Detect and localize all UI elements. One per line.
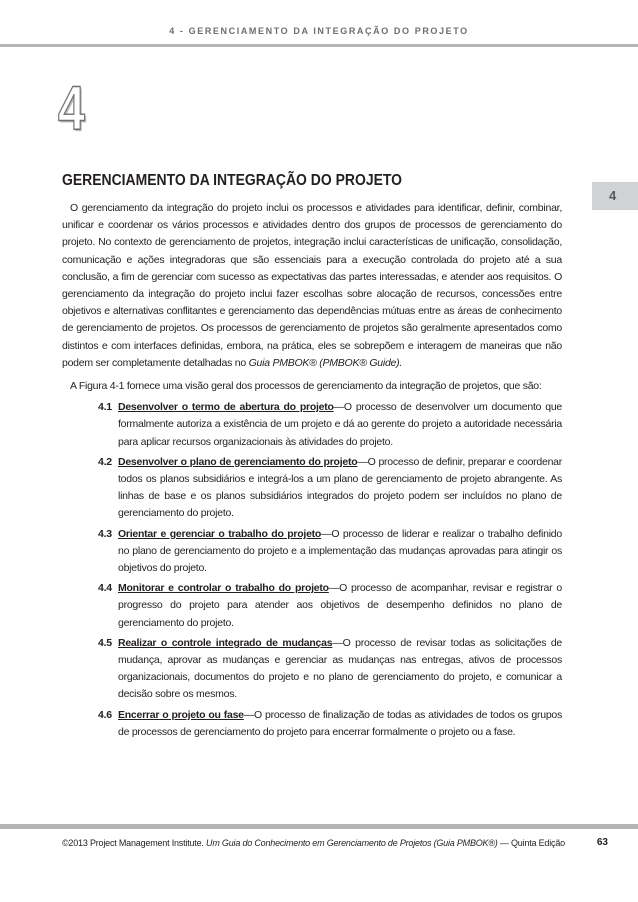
figure-intro: A Figura 4-1 fornece uma visão geral dos processos de gerenciamento da integração de projetos, que são: (70, 380, 542, 393)
page-number: 63 (596, 837, 608, 848)
process-item-4-4 (62, 580, 562, 632)
body-text (62, 200, 562, 744)
process-description: —O processo de liderar e realizar o trabalho definido no plano de gerenciamento do projeto e a implementação das mudanças aprovadas para atingir os objetivos do projeto. (118, 527, 562, 575)
process-number: 4.2 (98, 455, 112, 468)
chapter-title: GERENCIAMENTO DA INTEGRAÇÃO DO PROJETO (62, 172, 403, 189)
process-item-4-3 (62, 526, 562, 578)
process-description: —O processo de desenvolver um documento que formalmente autoriza a existência de um projeto e dá ao gerente do projeto a autoridade necessária para aplicar recursos organizacionais às atividades do projeto. (118, 401, 562, 448)
process-item-4-2 (62, 454, 562, 523)
process-name: Desenvolver o plano de gerenciamento do projeto (118, 455, 358, 468)
process-number: 4.5 (98, 636, 112, 649)
page-header (0, 0, 638, 47)
paragraph-text: O gerenciamento da integração do projeto inclui os processos e atividades para identificar, definir, combinar, unificar e coordenar os vários processos e atividades dentro dos grupos de processos de gerenciamento do projeto. No contexto de gerenciamento de projetos, integração inclui características de unificação, consolidação, comunicação e ações integradoras que são essenciais para a execução controlada do projeto até a sua conclusão, a fim de gerenciar com sucesso as expectativas das partes interessadas, e atender aos requisitos. O gerenciamento da integração do projeto inclui fazer escolhas sobre alocação de recursos, concessões entre objetivos e alternativas conflitantes e gerenciamento das dependências mútuas entre as áreas de conhecimento de gerenciamento de projetos. Os processos de gerenciamento de projetos são geralmente apresentados como distintos e com interfaces definidas, embora, na prática, eles se sobrepõem e interagem de maneiras que não podem ser completamente detalhadas no (62, 202, 562, 369)
intro-paragraph (62, 200, 562, 372)
process-item-4-1 (62, 399, 562, 451)
process-list (62, 399, 562, 741)
page-footer (62, 838, 565, 848)
process-name: Realizar o controle integrado de mudanças (118, 636, 333, 649)
process-number: 4.1 (98, 401, 112, 414)
process-description: —O processo de revisar todas as solicitações de mudança, aprovar as mudanças e gerenciar as mudanças nas entregas, ativos de processos organizacionais, documentos do projeto e no plano de gerenciamento do projeto, e comunicar a decisão sobre os mesmos. (118, 636, 563, 701)
process-description: —O processo de definir, preparar e coordenar todos os planos subsidiários e integrá-los a um plano de gerenciamento de projeto abrangente. As linhas de base e os planos subsidiários integrados do projeto podem ser incluídos no plano de gerenciamento do projeto. (118, 455, 563, 520)
process-number: 4.6 (98, 708, 112, 721)
running-head: 4 - GERENCIAMENTO DA INTEGRAÇÃO DO PROJETO (169, 26, 469, 36)
process-name: Encerrar o projeto ou fase (118, 708, 244, 721)
footer-rule (0, 824, 638, 829)
process-description: —O processo de finalização de todas as atividades de todos os grupos de processos de gerenciamento do projeto para encerrar formalmente o projeto ou a fase. (118, 708, 563, 738)
process-name: Monitorar e controlar o trabalho do projeto (118, 582, 329, 595)
footer-copyright: ©2013 Project Management Institute. (62, 838, 207, 848)
process-description: —O processo de acompanhar, revisar e registrar o progresso do projeto para atender aos objetivos de desempenho definidos no plano de gerenciamento do projeto. (118, 582, 562, 629)
chapter-side-tab (592, 182, 638, 210)
footer-edition: — Quinta Edição (497, 838, 565, 848)
process-item-4-6 (62, 707, 562, 741)
pmbok-guide-reference: Guia PMBOK® (PMBOK® Guide). (248, 356, 403, 369)
process-name: Orientar e gerenciar o trabalho do projeto (118, 527, 322, 540)
header-rule (0, 44, 638, 47)
process-item-4-5 (62, 635, 562, 704)
chapter-number: 4 (58, 74, 84, 143)
process-number: 4.4 (98, 582, 112, 595)
side-tab-label: 4 (609, 188, 617, 203)
footer-book-title: Um Guia do Conhecimento em Gerenciamento de Projetos (Guia PMBOK®) (206, 838, 498, 848)
process-name: Desenvolver o termo de abertura do projeto (118, 401, 334, 414)
process-number: 4.3 (98, 527, 112, 540)
